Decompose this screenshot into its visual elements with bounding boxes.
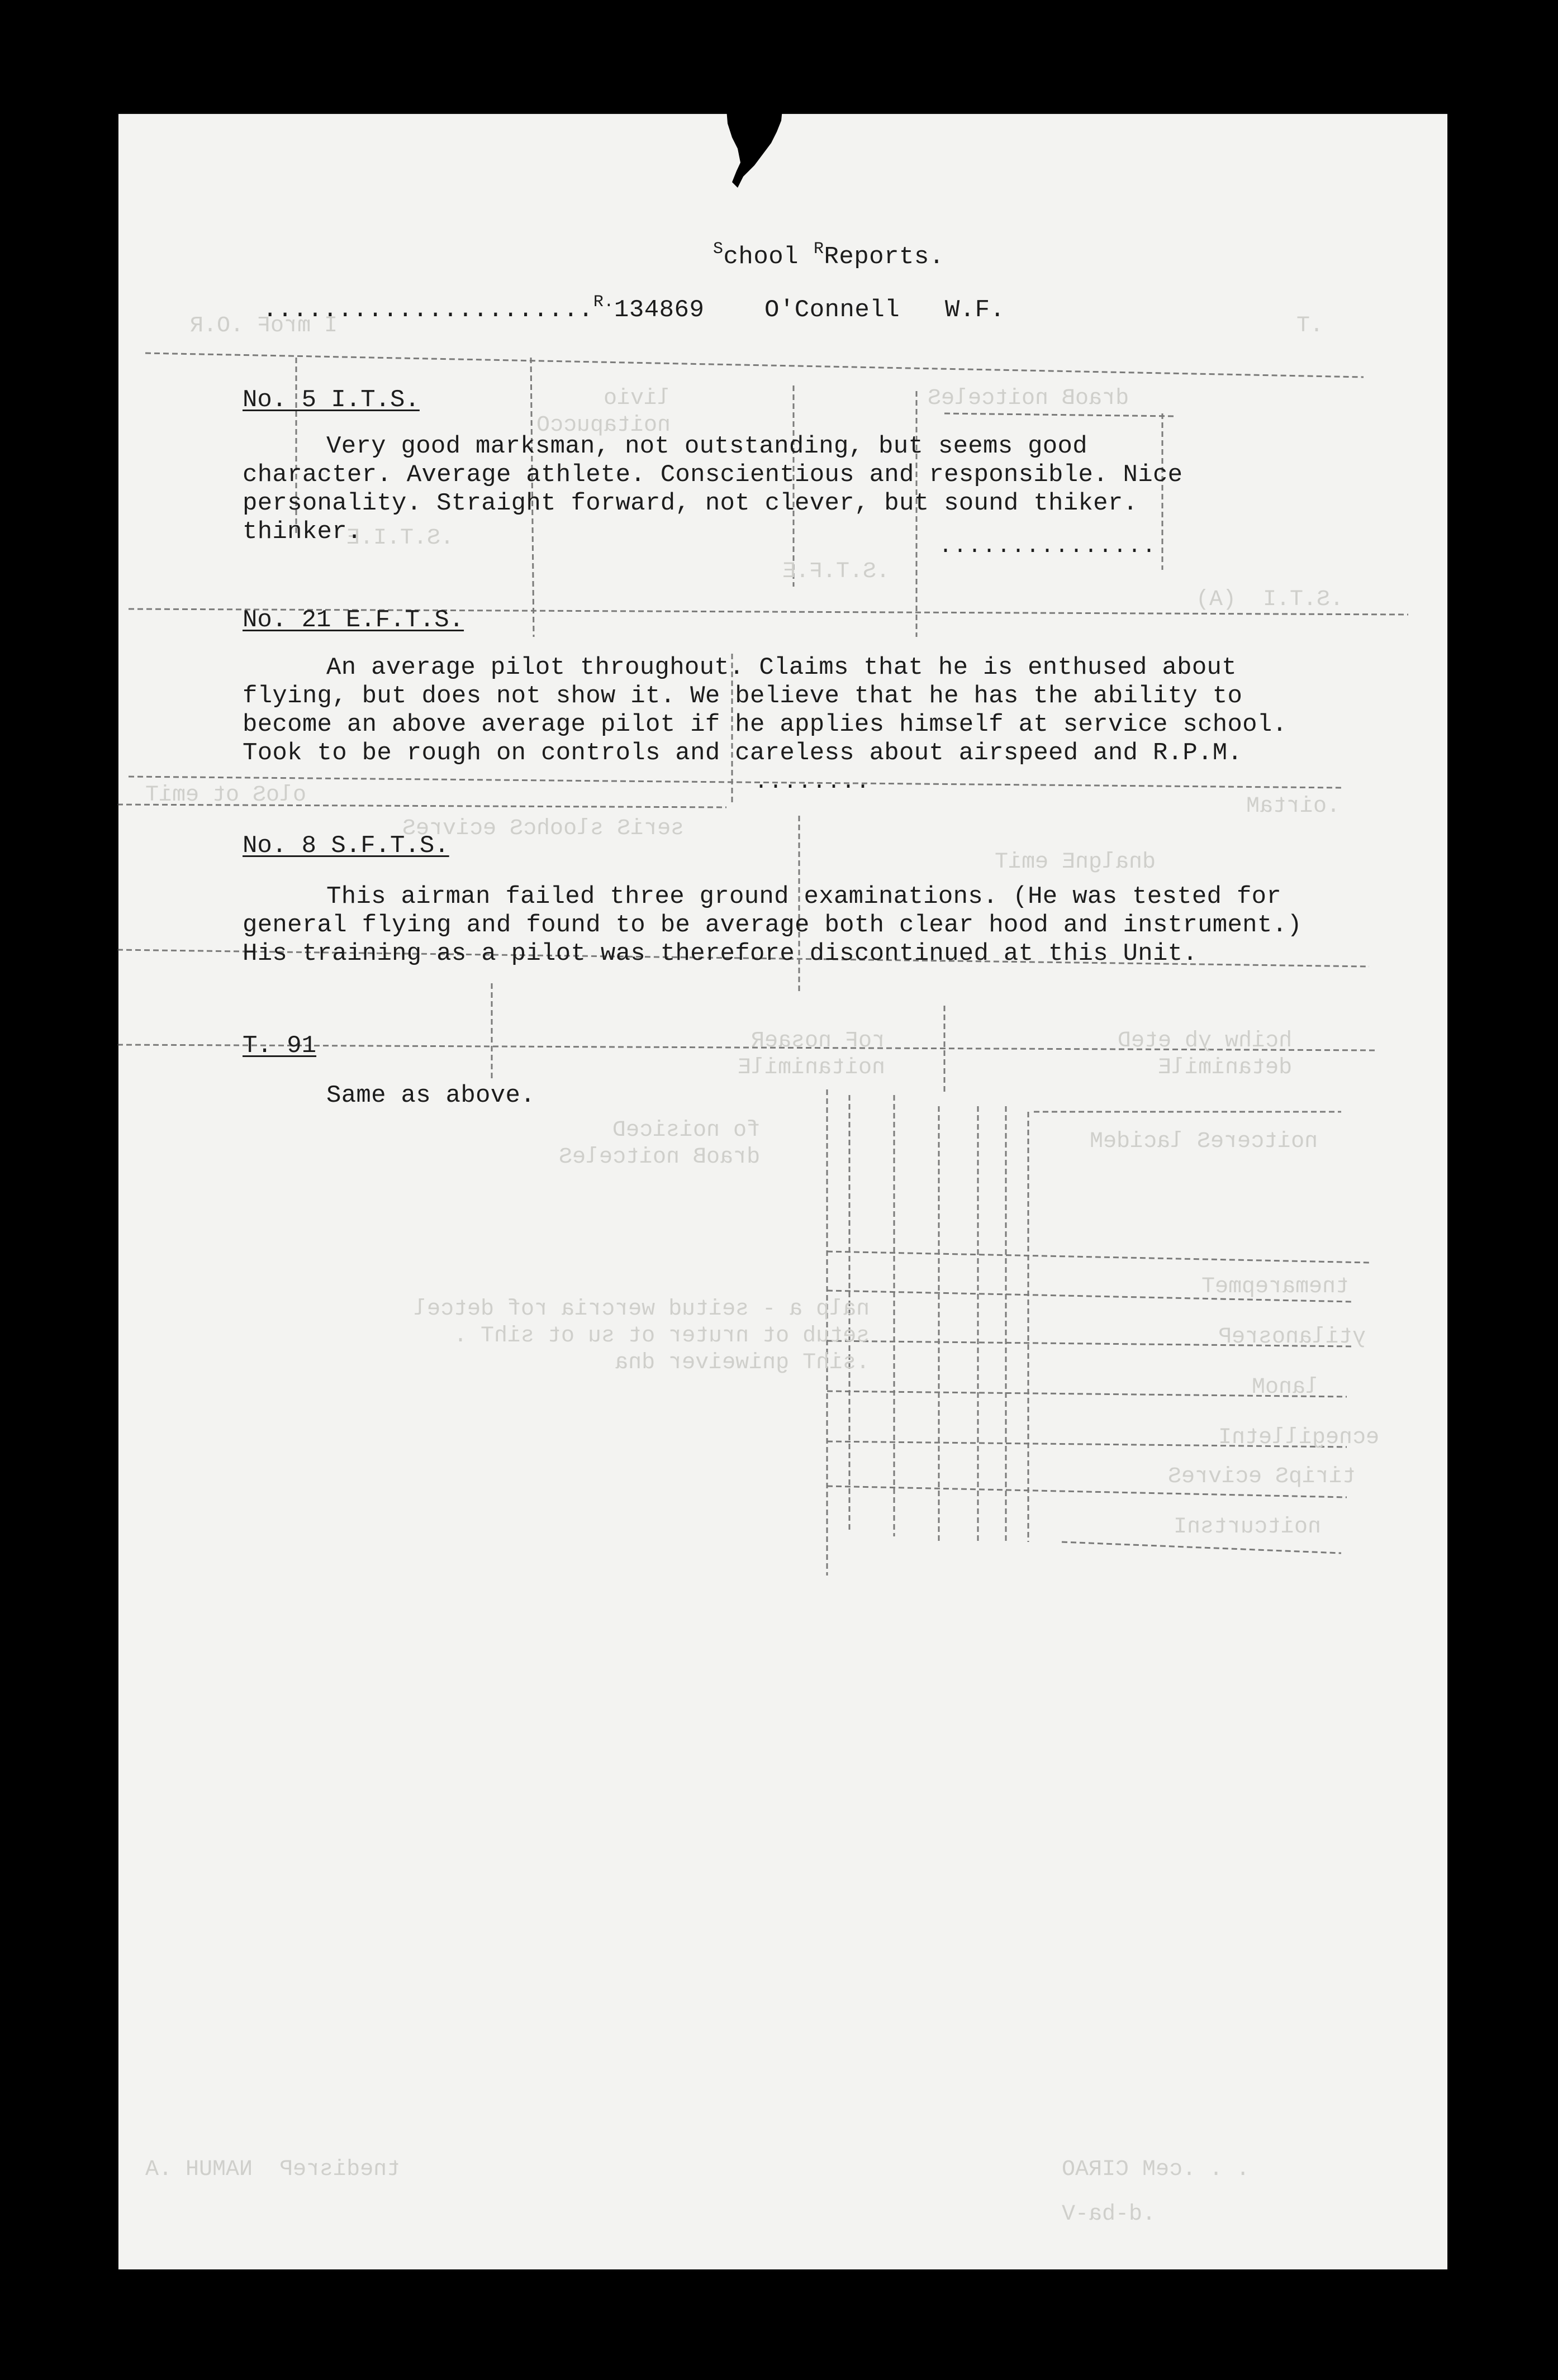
bleed-text: I mroF .O.R xyxy=(190,313,338,339)
section-text-sfts: This airman failed three ground examinations. (He was tested for general flying and found to be average both clear hood and instrument.) His training as a pilot was therefore discontinued at this Unit. xyxy=(243,883,1303,968)
bleed-text: .S.T.F.E xyxy=(782,559,890,584)
section-text-its: Very good marksman, not outstanding, but seems good character. Average athlete. Conscientious and responsible. Nice personality. Straight forward, not clever, but sound thiker. thinker. xyxy=(243,432,1183,546)
bleed-text: oloS ot emiT xyxy=(145,783,307,808)
bleed-text: tnemarepmeT xyxy=(1201,1274,1350,1300)
title-end: Reports. xyxy=(824,243,944,271)
bleed-text: nalp a - seitud wercria rof detcel setub ot nruter ot su ot sihT . .sihT gniweiver dna xyxy=(414,1297,870,1375)
dots-leader: ...................... xyxy=(263,296,593,324)
section-text-t91: Same as above. xyxy=(326,1082,535,1110)
section-text-efts: An average pilot throughout. Claims that he is enthused about flying, but does not show it. We believe that he has the ability to become an above average pilot if he applies himself at service school. Took to be rough on controls and careless about airspeed and R.P.M. xyxy=(243,654,1288,767)
section-heading-sfts: No. 8 S.F.T.S. xyxy=(243,832,449,860)
bleed-text: hcihw yb eteD detanimilE xyxy=(1118,1029,1293,1080)
page-title xyxy=(713,235,944,272)
bleed-text: .d-ba-V xyxy=(1062,2202,1156,2227)
service-number-prefix: R. xyxy=(593,293,614,312)
bleed-text: dnalgnE emiT xyxy=(995,850,1156,875)
bleed-text: roF nosaeR noitanimilE xyxy=(738,1029,886,1080)
bleed-text: fo noisiceD draoB noitceleS xyxy=(559,1118,761,1170)
section-heading-its: No. 5 I.T.S. xyxy=(243,386,420,414)
bleed-text: .T xyxy=(1296,313,1324,339)
bleed-text: ecnegilletnI xyxy=(1218,1425,1380,1450)
bleed-text: draoB noitceleS xyxy=(928,386,1129,411)
title-reports xyxy=(813,240,944,271)
service-line xyxy=(263,288,1005,325)
airman-name: O'Connell W.F. xyxy=(764,296,1005,324)
bleed-text: .S.T.I.E xyxy=(346,526,454,551)
bleed-text: .S.T.I (A) xyxy=(1196,587,1344,612)
bleed-text: tiripS ecivreS xyxy=(1168,1464,1356,1489)
bleed-text: noitcereS lacideM xyxy=(1090,1129,1318,1154)
bleed-text: .oirtaM xyxy=(1246,794,1341,819)
title-r-mark: R xyxy=(813,240,824,259)
section-heading-efts: No. 21 E.F.T.S. xyxy=(243,606,464,634)
title-prefix: S xyxy=(713,240,724,259)
title-main: chool xyxy=(723,243,799,271)
bleed-text: . . .ceM CIRAO xyxy=(1062,2157,1250,2182)
section-heading-t91: T. 91 xyxy=(243,1032,317,1060)
bleed-text: lanoM xyxy=(1252,1375,1319,1400)
bleed-text: livio noitapuccO xyxy=(536,386,671,438)
service-number: 134869 xyxy=(614,296,705,324)
bleed-text: seriS sloohcS ecivreS xyxy=(402,816,685,841)
bleed-text: tnedisreP NAMUH .A xyxy=(145,2157,401,2182)
dotted-fill: ............... xyxy=(939,534,1157,559)
bleed-text: noitcurtsnI xyxy=(1174,1515,1322,1540)
bleed-text: ytilanosreP xyxy=(1218,1325,1366,1350)
dotted-fill: ........ xyxy=(754,770,871,795)
